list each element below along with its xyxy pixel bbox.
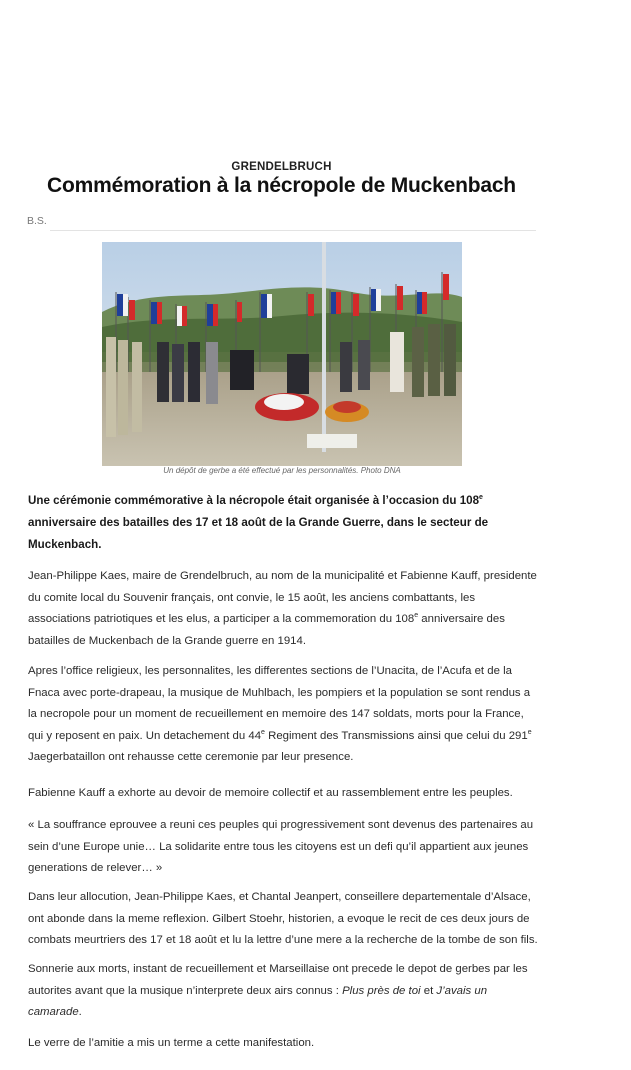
paragraph-1: Jean-Philippe Kaes, maire de Grendelbruch, au nom de la municipalité et Fabienne Kauff, presidente du comite local du Souvenir français, ont convie, le 15 août, les anciens combattants, les associations patriotiques et les elus, a participer a la commemoration du 108e anniversaire des batailles de Muckenbach de la Grande guerre en 1914.: [28, 570, 537, 647]
article-title: Commémoration à la nécropole de Muckenbach: [47, 174, 516, 197]
paragraph-quote: « La souffrance eprouvee a reuni ces peuples qui progressivement sont devenus des partenaires au sein d’une Europe unie… La solidarite entre tous les citoyens est un defi qu’il appartient aux jeunes generations de relever… »: [28, 819, 534, 874]
paragraph-5: Dans leur allocution, Jean-Philippe Kaes, et Chantal Jeanpert, conseillere departementale d’Alsace, ont abonde dans la meme reflexion. Gilbert Stoehr, historien, a evoque le recit de ces deux jours de combats meurtriers des 17 et 18 août et lu la lettre d’une mere a la recherche de la tombe de son fils.: [28, 891, 538, 946]
article-lead: Une cérémonie commémorative à la nécropole était organisée à l’occasion du 108e anniversaire des batailles des 17 et 18 août de la Grande Guerre, dans le secteur de Muckenbach.: [28, 494, 489, 551]
article-photo: [102, 242, 462, 466]
song-title-1: Plus près de toi: [342, 984, 421, 997]
byline-divider: [50, 230, 536, 231]
article-byline: B.S.: [27, 215, 47, 227]
paragraph-6: Sonnerie aux morts, instant de recueillement et Marseillaise ont precede le depot de gerbes par les autorites avant que la musique n’interprete deux airs connus : Plus près de toi et J’avais un camarade.: [28, 963, 528, 1018]
article-kicker: GRENDELBRUCH: [231, 161, 332, 173]
paragraph-3: Fabienne Kauff a exhorte au devoir de memoire collectif et au rassemblement entre les peuples.: [28, 787, 513, 799]
ceremony-photo-illustration: [102, 242, 462, 466]
photo-caption: Un dépôt de gerbe a été effectué par les personnalités. Photo DNA: [163, 466, 401, 475]
song-title-2: J’avais un camarade: [28, 984, 488, 1018]
paragraph-7: Le verre de l’amitie a mis un terme a cette manifestation.: [28, 1037, 315, 1049]
paragraph-2: Apres l’office religieux, les personnalites, les differentes sections de l’Unacita, de l’Acufa et de la Fnaca avec porte-drapeau, la musique de Muhlbach, les pompiers et la population se sont rendus a la necropole pour un moment de recueillement en memoire des 147 soldats, morts pour la France, qui y reposent en paix. Un detachement du 44e Regiment des Transmissions ainsi que celui du 291e Jaegerbataillon ont rehausse cette ceremonie par leur presence.: [28, 665, 532, 763]
